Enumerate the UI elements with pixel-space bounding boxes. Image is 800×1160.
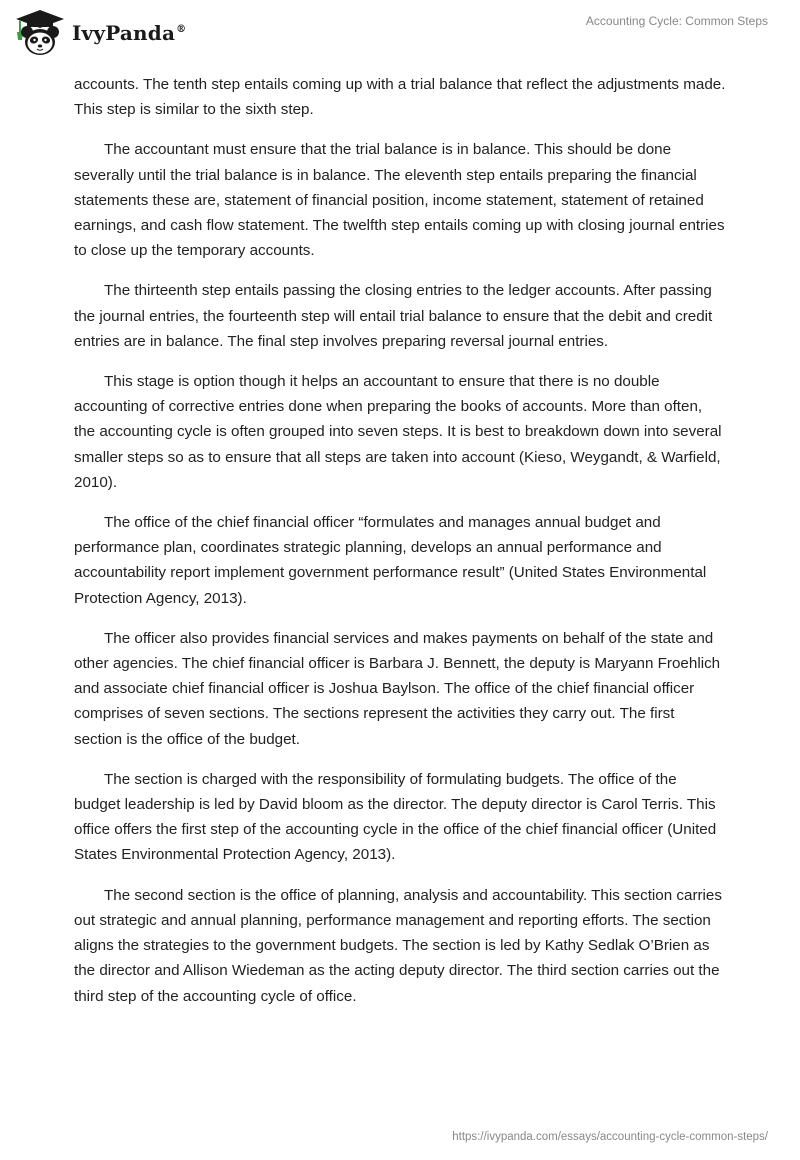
paragraph: The second section is the office of planning, analysis and accountability. This section carries out strategic and annual planning, performance management and reporting efforts. The section aligns the strategies to the government budgets. The section is led by Kathy Sedlak O’Brien as the director and Allison Wiedeman as the acting deputy director. The third section carries out the third step of the accounting cycle of office. <box>74 886 722 1005</box>
paragraph: The officer also provides financial services and makes payments on behalf of the state and other agencies. The chief financial officer is Barbara J. Bennett, the deputy is Maryann Froehlich and associate chief financial officer is Joshua Baylson. The office of the chief financial officer comprises of seven sections. The sections represent the activities they carry out. The first section is the office of the budget. <box>74 629 721 748</box>
paragraph: This stage is option though it helps an accountant to ensure that there is no double accounting of corrective entries done when preparing the books of accounts. More than often, the accounting cycle is often grouped into seven steps. It is best to breakdown down into several smaller steps so as to ensure that all steps are taken into account (Kieso, Weygandt, & Warfield, 2010). <box>74 373 722 491</box>
paragraph: The office of the chief financial officer “formulates and manages annual budget and performance plan, coordinates strategic planning, develops an annual performance and accountability report implement government performance result” (United States Environmental Protection Agency, 2013). <box>74 514 707 607</box>
ivypanda-logo[interactable] <box>14 8 186 58</box>
paragraph: The section is charged with the responsibility of formulating budgets. The office of the budget leadership is led by David bloom as the director. The deputy director is Carol Terris. This office offers the first step of the accounting cycle in the office of the chief financial officer (United States Environmental Protection Agency, 2013). <box>74 770 717 864</box>
page-header <box>0 0 800 60</box>
paragraph: The thirteenth step entails passing the closing entries to the ledger accounts. After passing the journal entries, the fourteenth step will entail trial balance to ensure that the debit and credit entries are in balance. The final step involves preparing reversal journal entries. <box>74 282 713 350</box>
document-title: Accounting Cycle: Common Steps <box>585 14 768 28</box>
essay-body <box>74 72 726 1024</box>
paragraph: The accountant must ensure that the trial balance is in balance. This should be done severally until the trial balance is in balance. The eleventh step entails preparing the financial statements these are, statement of financial position, income statement, statement of retained earnings, and cash flow statement. The twelfth step entails coming up with closing journal entries to close up the temporary accounts. <box>74 141 725 260</box>
source-url-link[interactable]: https://ivypanda.com/essays/accounting-cycle-common-steps/ <box>452 1131 768 1143</box>
paragraph: accounts. The tenth step entails coming up with a trial balance that reflect the adjustments made. This step is similar to the sixth step. <box>74 76 726 119</box>
panda-graduation-cap-icon <box>14 8 66 58</box>
logo-wordmark: IvyPanda® <box>72 21 187 45</box>
